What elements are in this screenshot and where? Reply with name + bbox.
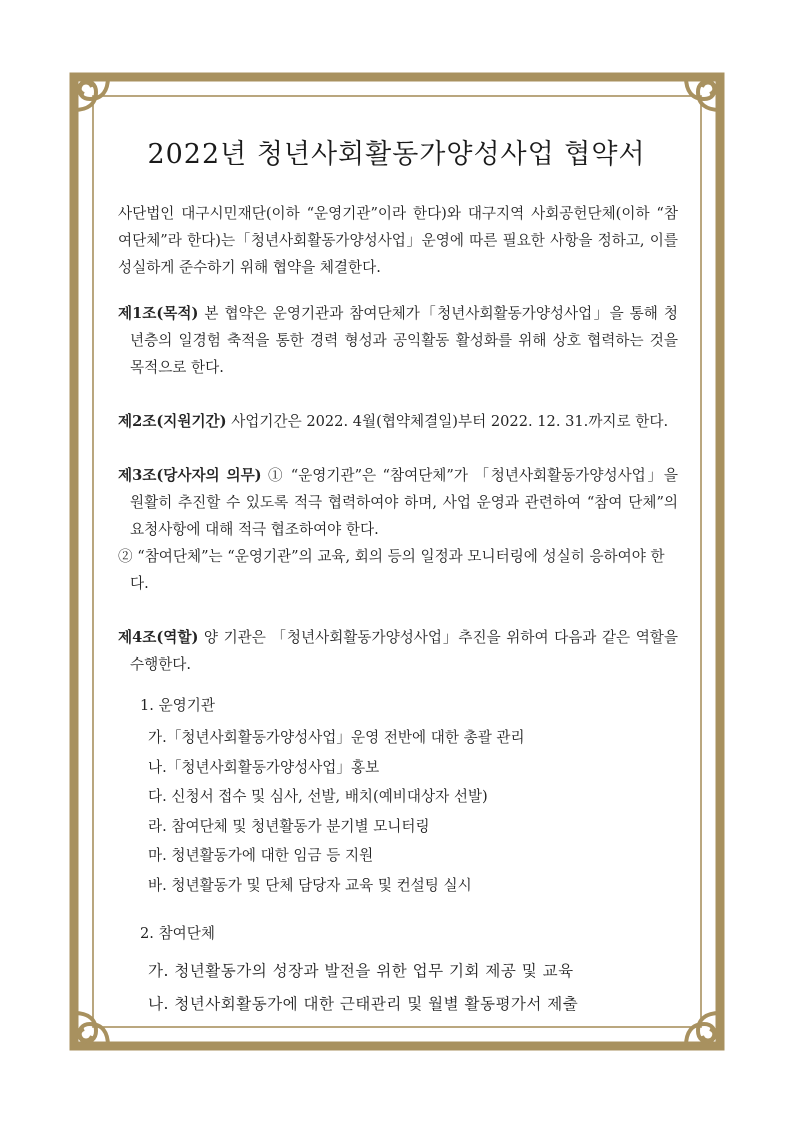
corner-flourish-top-right <box>686 77 720 110</box>
list-item: 바. 청년활동가 및 단체 담당자 교육 및 컨설팅 실시 <box>148 876 472 894</box>
article-1-heading: 제1조(목적) <box>118 305 199 322</box>
article-2-heading: 제2조(지원기간) <box>118 413 227 430</box>
article-4-body: 양 기관은 「청년사회활동가양성사업」추진을 위하여 다음과 같은 역할을 수행한다. <box>130 629 678 673</box>
article-4-heading: 제4조(역할) <box>118 629 199 646</box>
list-item: 다. 신청서 접수 및 심사, 선발, 배치(예비대상자 선발) <box>148 788 488 805</box>
article-2 <box>118 408 678 435</box>
article-1 <box>118 300 678 381</box>
role-operator-list <box>118 723 678 900</box>
article-3 <box>118 462 678 543</box>
role-operator-title: 1. 운영기관 <box>140 697 215 714</box>
intro-paragraph: 사단법인 대구시민재단(이하 “운영기관”이라 한다)와 대구지역 사회공헌단체(이하 “참여단체”라 한다)는「청년사회활동가양성사업」운영에 따른 필요한 사항을 정하고, 이를 성실하게 준수하기 위해 협약을 체결한다. <box>118 205 678 276</box>
corner-flourish-top-left <box>74 77 108 110</box>
list-item: 나. 청년사회활동가에 대한 근태관리 및 월별 활동평가서 제출 <box>148 995 579 1013</box>
corner-flourish-bottom-right <box>686 1013 720 1046</box>
article-3-clause-2: ② “참여단체”는 “운영기관”의 교육, 회의 등의 일정과 모니터링에 성실히 응하여야 한다. <box>118 548 665 592</box>
role-participant-list <box>118 955 678 1021</box>
article-1-body: 본 협약은 운영기관과 참여단체가「청년사회활동가양성사업」을 통해 청년층의 일경험 축적을 통한 경력 형성과 공익활동 활성화를 위해 상호 협력하는 것을 목적으로 한다. <box>130 305 678 376</box>
document-title: 2022년 청년사회활동가양성사업 협약서 <box>147 139 646 170</box>
list-item: 마. 청년활동가에 대한 임금 등 지원 <box>148 847 374 864</box>
list-item: 라. 참여단체 및 청년활동가 분기별 모니터링 <box>148 817 430 835</box>
article-3-heading: 제3조(당사자의 의무) <box>118 467 262 484</box>
list-item: 가.「청년사회활동가양성사업」운영 전반에 대한 총괄 관리 <box>148 729 525 746</box>
corner-flourish-bottom-left <box>74 1013 108 1046</box>
list-item: 가. 청년활동가의 성장과 발전을 위한 업무 기회 제공 및 교육 <box>148 962 574 980</box>
list-item: 나.「청년사회활동가양성사업」홍보 <box>148 758 380 776</box>
document-body <box>118 200 678 1021</box>
article-3-body: ① “운영기관”은 “참여단체”가 「청년사회활동가양성사업」을 원활히 추진할 수 있도록 적극 협력하여야 하며, 사업 운영과 관련하여 “참여 단체”의 요청사항에 대해 적극 협조하여야 한다. <box>130 467 678 538</box>
role-participant-title: 2. 참여단체 <box>140 925 215 942</box>
article-2-body: 사업기간은 2022. 4월(협약체결일)부터 2022. 12. 31.까지로 한다. <box>226 413 669 430</box>
article-4 <box>118 624 678 678</box>
